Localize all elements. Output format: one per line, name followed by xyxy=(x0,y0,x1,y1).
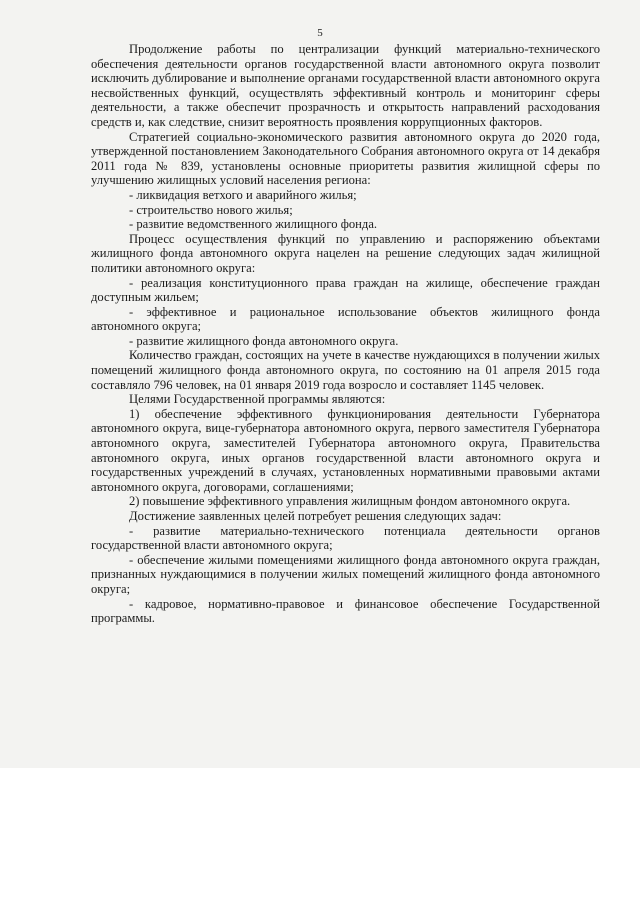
priority-item-departmental-fund: - развитие ведомственного жилищного фонда. xyxy=(129,217,378,232)
paragraph-tasks-heading: Достижение заявленных целей потребует решения следующих задач: xyxy=(129,509,502,523)
paragraph-centralization: Продолжение работы по централизации функций материально-технического обеспечения деятельности органов государственной власти автономного округа позволит исключить дублирование и выполнение органами государственной власти автономного округа несвойственных функций, осуществлять эффективный контроль и мониторинг сферы деятельности, а также обеспечит прозрачность и открытость направлений расходования средств и, как следствие, снизит вероятность проявления коррупционных факторов. xyxy=(91,42,600,129)
task-item-efficient-use: - эффективное и рациональное использование объектов жилищного фонда автономного округа; xyxy=(91,304,600,334)
document-body xyxy=(91,42,600,626)
paragraph-waiting-list: Количество граждан, состоящих на учете в качестве нуждающихся в получении жилых помещений жилищного фонда автономного округа, по состоянию на 01 апреля 2015 года составляло 796 человек, на 01 января 2019 года возросло и составляет 1145 человек. xyxy=(91,348,600,392)
page-number: 5 xyxy=(317,27,323,39)
paragraph-strategy: Стратегией социально-экономического развития автономного округа до 2020 года, утвержденной постановлением Законодательного Собрания автономного округа от 14 декабря 2011 года № 839, установлены основные приоритеты развития жилищной сферы по улучшению жилищных условий населения региона: xyxy=(91,129,600,188)
goal-item-1: 1) обеспечение эффективного функционирования деятельности Губернатора автономного округа, вице-губернатора автономного округа, первого заместителя Губернатора автономного округа, заместителей Губернатора автономного округа, Правительства автономного округа, иных органов государственной власти автономного округа и государственных учреждений в случаях, установленных нормативными правовыми актами автономного округа, договорами, соглашениями; xyxy=(91,406,600,494)
paragraph-goals-heading: Целями Государственной программы являются: xyxy=(129,392,386,407)
priority-item-demolition: - ликвидация ветхого и аварийного жилья; xyxy=(129,187,357,202)
priority-item-construction: - строительство нового жилья; xyxy=(129,202,293,217)
task-item-staffing-legal-financial: - кадровое, нормативно-правовое и финансовое обеспечение Государственной программы. xyxy=(91,596,600,626)
goal-item-2: 2) повышение эффективного управления жилищным фондом автономного округа. xyxy=(129,494,571,509)
task-item-housing-provision: - обеспечение жилыми помещениями жилищного фонда автономного округа граждан, признанных нуждающимися в получении жилых помещений жилищного фонда автономного округа; xyxy=(91,552,600,596)
task-item-constitutional-right: - реализация конституционного права граждан на жилище, обеспечение граждан доступным жильем; xyxy=(91,275,600,305)
paragraph-housing-management: Процесс осуществления функций по управлению и распоряжению объектами жилищного фонда автономного округа нацелен на решение следующих задач жилищной политики автономного округа: xyxy=(91,231,600,275)
task-item-material-technical: - развитие материально-технического потенциала деятельности органов государственной власти автономного округа; xyxy=(91,523,600,553)
task-item-fund-development: - развитие жилищного фонда автономного округа. xyxy=(129,333,399,348)
